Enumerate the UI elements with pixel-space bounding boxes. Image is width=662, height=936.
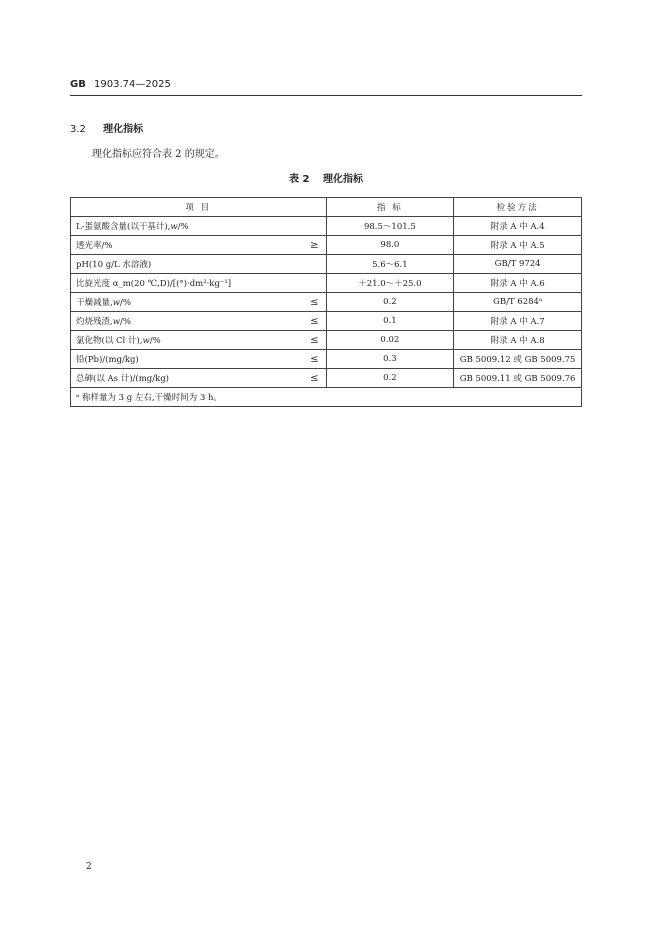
table-row [71,312,582,331]
row-method: GB 5009.11 或 GB 5009.76 [454,369,582,388]
row-method: 附录 A 中 A.7 [454,312,582,331]
row-limit: 0.2 [326,369,454,388]
row-item-name: 比旋光度 α_m(20 ℃,D)/[(°)·dm²·kg⁻¹] [76,279,232,289]
row-item-cell [71,312,327,331]
row-method: 附录 A 中 A.6 [454,274,582,293]
page-number: 2 [86,862,92,872]
row-item-wrapper [76,258,321,270]
row-limit: 0.1 [326,312,454,331]
header-item: 项 目 [71,198,327,217]
row-operator: ≤ [310,372,319,384]
header-rule [70,95,582,96]
row-item-wrapper [76,277,321,289]
row-item-name: L-蛋氨酸含量(以干基计),𝑤/% [76,222,189,232]
row-operator: ≤ [310,315,319,327]
row-item-cell [71,217,327,236]
row-item-name: pH(10 g/L 水溶液) [76,260,152,270]
row-item-name: 铅(Pb)/(mg/kg) [76,355,139,365]
table-row [71,255,582,274]
row-item-name: 透光率/% [76,241,113,251]
row-item-wrapper [76,315,321,327]
table-row [71,331,582,350]
section-number: 3.2 [70,124,86,135]
row-method: GB 5009.12 或 GB 5009.75 [454,350,582,369]
intro-paragraph: 理化指标应符合表 2 的规定。 [92,149,225,160]
row-item-name: 干燥减量,𝑤/% [76,298,131,308]
header-limit: 指 标 [326,198,454,217]
row-limit: 98.5～101.5 [326,217,454,236]
row-operator: ≤ [310,353,319,365]
row-item-cell [71,293,327,312]
row-item-wrapper [76,239,321,251]
row-operator: ≤ [310,296,319,308]
table-row [71,274,582,293]
row-method: 附录 A 中 A.8 [454,331,582,350]
row-item-wrapper [76,296,321,308]
spec-table [70,197,582,407]
row-method: 附录 A 中 A.5 [454,236,582,255]
row-item-wrapper [76,220,321,232]
row-limit: 0.3 [326,350,454,369]
row-limit: ＋21.0～＋25.0 [326,274,454,293]
row-limit: 5.6～6.1 [326,255,454,274]
row-item-name: 灼烧残渣,𝑤/% [76,317,131,327]
row-item-cell [71,255,327,274]
standard-code: GB [70,79,86,90]
row-item-cell [71,350,327,369]
row-limit: 0.2 [326,293,454,312]
row-item-name: 氯化物(以 Cl 计),𝑤/% [76,336,161,346]
table-row [71,236,582,255]
section-title: 理化指标 [103,124,144,135]
table-row [71,369,582,388]
row-item-wrapper [76,372,321,384]
table-body [71,217,582,388]
row-item-wrapper [76,334,321,346]
table-row [71,217,582,236]
table-caption-title: 理化指标 [322,174,363,185]
section-heading [70,120,143,135]
table-row [71,293,582,312]
row-item-cell [71,369,327,388]
row-method: GB/T 6284ᵃ [454,293,582,312]
row-item-wrapper [76,353,321,365]
table-row [71,350,582,369]
page-header [70,79,171,90]
standard-number: 1903.74—2025 [94,79,171,90]
row-item-cell [71,274,327,293]
row-item-cell [71,331,327,350]
row-method: GB/T 9724 [454,255,582,274]
row-operator: ≥ [310,239,319,251]
header-method: 检验方法 [454,198,582,217]
table-footnote-row [71,388,582,407]
table-caption [0,170,652,185]
table-header-row [71,198,582,217]
row-limit: 98.0 [326,236,454,255]
row-limit: 0.02 [326,331,454,350]
table-caption-label: 表 2 [289,174,310,185]
row-item-name: 总砷(以 As 计)/(mg/kg) [76,374,169,384]
table-footnote: ᵃ 称样量为 3 g 左右,干燥时间为 3 h。 [71,388,582,407]
row-item-cell [71,236,327,255]
row-method: 附录 A 中 A.4 [454,217,582,236]
row-operator: ≤ [310,334,319,346]
